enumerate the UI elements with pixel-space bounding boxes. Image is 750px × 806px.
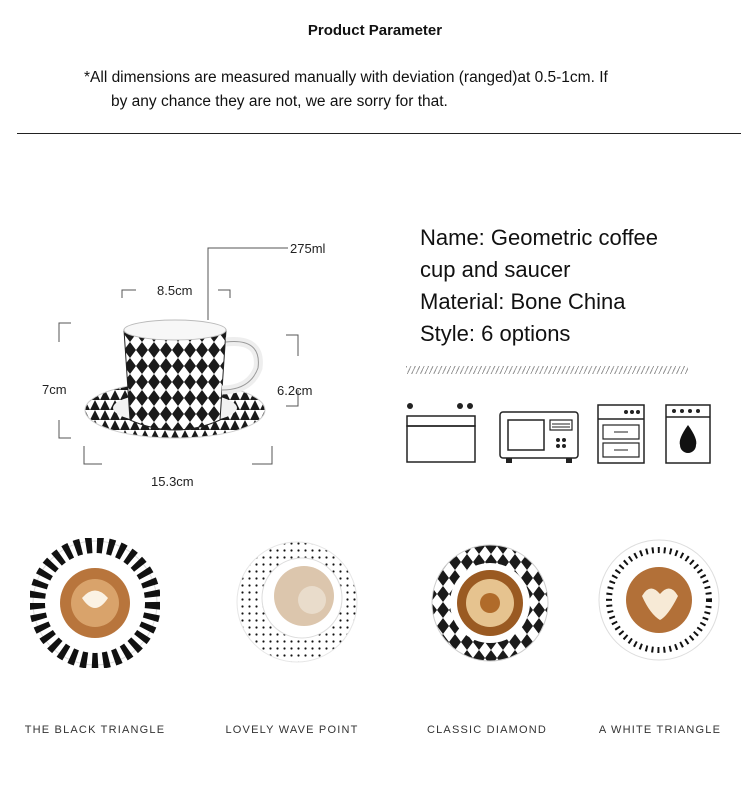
spec-block bbox=[420, 222, 658, 350]
variant-label-classic-diamond: CLASSIC DIAMOND bbox=[426, 724, 548, 736]
capacity-label: 275ml bbox=[290, 241, 326, 256]
microwave-icon bbox=[498, 410, 582, 466]
cup-diagram bbox=[40, 230, 340, 500]
spec-name-cont: cup and saucer bbox=[420, 257, 571, 282]
variant-label-wave-point: LOVELY WAVE POINT bbox=[225, 724, 359, 736]
variant-black-triangle bbox=[30, 538, 160, 668]
hatch-divider bbox=[406, 366, 688, 374]
oven-icon bbox=[404, 400, 478, 466]
divider bbox=[17, 133, 741, 134]
note-line-1: *All dimensions are measured manually with deviation (ranged)at 0.5-1cm. If bbox=[84, 69, 608, 86]
variant-wave-point bbox=[232, 540, 362, 670]
spec-name: Name: Geometric coffee bbox=[420, 225, 659, 250]
saucer-diameter-label: 15.3cm bbox=[151, 474, 194, 489]
variant-label-black-triangle: THE BLACK TRIANGLE bbox=[24, 724, 166, 736]
variant-label-white-triangle: A WHITE TRIANGLE bbox=[598, 724, 722, 736]
cup-diameter-label: 8.5cm bbox=[157, 283, 193, 298]
cup-handle bbox=[222, 342, 258, 390]
variant-classic-diamond bbox=[425, 538, 555, 668]
cup-height-label: 6.2cm bbox=[277, 383, 313, 398]
dishwasher-icon bbox=[596, 403, 646, 465]
page-title: Product Parameter bbox=[307, 22, 443, 39]
measurement-note bbox=[84, 66, 684, 114]
spec-material: Material: Bone China bbox=[420, 289, 626, 314]
total-height-label: 7cm bbox=[42, 382, 67, 397]
note-line-2: by any chance they are not, we are sorry for that. bbox=[111, 93, 448, 110]
steam-oven-icon bbox=[664, 403, 712, 465]
cup-body bbox=[124, 330, 226, 430]
variant-white-triangle bbox=[594, 538, 724, 668]
spec-style: Style: 6 options bbox=[420, 321, 571, 346]
